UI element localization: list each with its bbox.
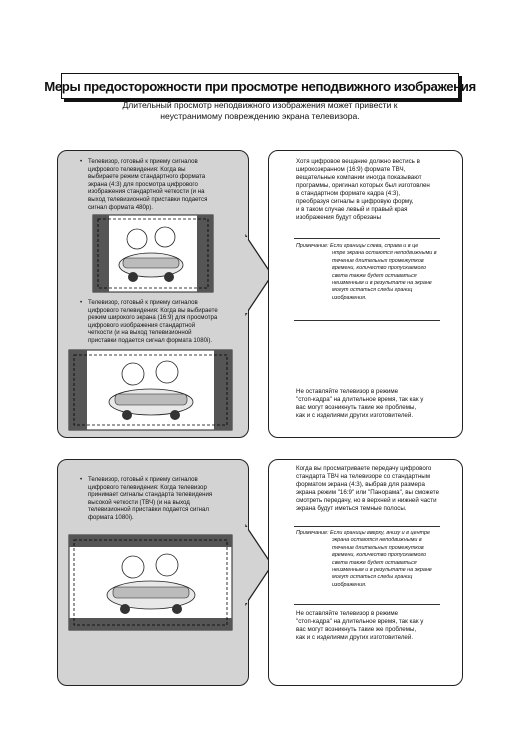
divider	[294, 604, 440, 605]
right-text-2: Когда вы просматриваете передачу цифрового стандарта ТВЧ на телевизоре со стандартным форматом экрана (4:3), выбрав для размера экрана режим "16:9" или "Панорама", вы сможете смотреть передачу, но в верхней и нижней части экрана будут иметься темные полосы.	[296, 465, 440, 512]
page-title: Меры предосторожности при просмотре неподвижного изображения	[61, 73, 459, 99]
note-1: Примечание: Если границы слева, справа и в це нтре экрана остаются неподвижными в течение длительных промежутков времени, количество пропускаемого света также будет оставаться неизменным и в результате на экране могут остаться следы границ изображения.	[296, 243, 437, 301]
tv-illustration-1	[93, 215, 213, 292]
bullet-16x9-sd: • Телевизор, готовый к приему сигналов цифрового телевидения: Когда вы выбираете режим широкого экрана (16:9) для просмотра цифрового изображения стандартной четкости (и на выход телевизионной приставки подается сигнал формата 1080i).	[80, 299, 253, 345]
tv-illustration-3	[69, 535, 232, 630]
warning-text-1: Не оставляйте телевизор в режиме "стоп-кадра" на длительное время, так как у вас могут возникнуть такие же проблемы, как и с изделиями других изготовителей.	[296, 388, 424, 419]
bullet-hdtv: • Телевизор, готовый к приему сигналов цифрового телевидения: Когда телевизор принимает сигналы стандарта телевидения высокой четкости (ТВЧ) (и на выход телевизионной приставки подается сигнал формата 1080i).	[80, 476, 253, 522]
divider	[294, 238, 440, 239]
right-text-1: Хотя цифровое вещание должно вестись в широкоэкранном (16:9) формате ТВЧ, вещательные компании иногда показывают программы, оригинал которых был изготовлен в стандартном формате кадра (4:3), преобразуя сигналы в цифровую форму, и в таком случае левый и правый края изображения будут обрезаны	[296, 158, 430, 221]
divider	[294, 526, 440, 527]
intro-text: Длительный просмотр неподвижного изображения может привести к неустранимому повреждению экрана телевизора.	[122, 100, 398, 121]
warning-text-2: Не оставляйте телевизор в режиме "стоп-кадра" на длительное время, так как у вас могут возникнуть такие же проблемы, как и с изделиями других изготовителей.	[296, 610, 424, 641]
tv-illustration-2	[69, 350, 232, 430]
divider	[294, 320, 440, 321]
note-2: Примечание: Если границы вверху, внизу и в центре экрана остаются неподвижными в течение длительных промежутков времени, количество пропускаемого света также будет оставаться неизменным и в результате на экране могут остаться следы границ изображения.	[296, 530, 432, 588]
bullet-4x3-sd: • Телевизор, готовый к приему сигналов цифрового телевидения: Когда вы выбираете режим стандартного формата экрана (4:3) для просмотра цифрового изображения стандартной четкости (и на выход телевизионной приставки подается сигнал формата 480p).	[80, 158, 253, 211]
